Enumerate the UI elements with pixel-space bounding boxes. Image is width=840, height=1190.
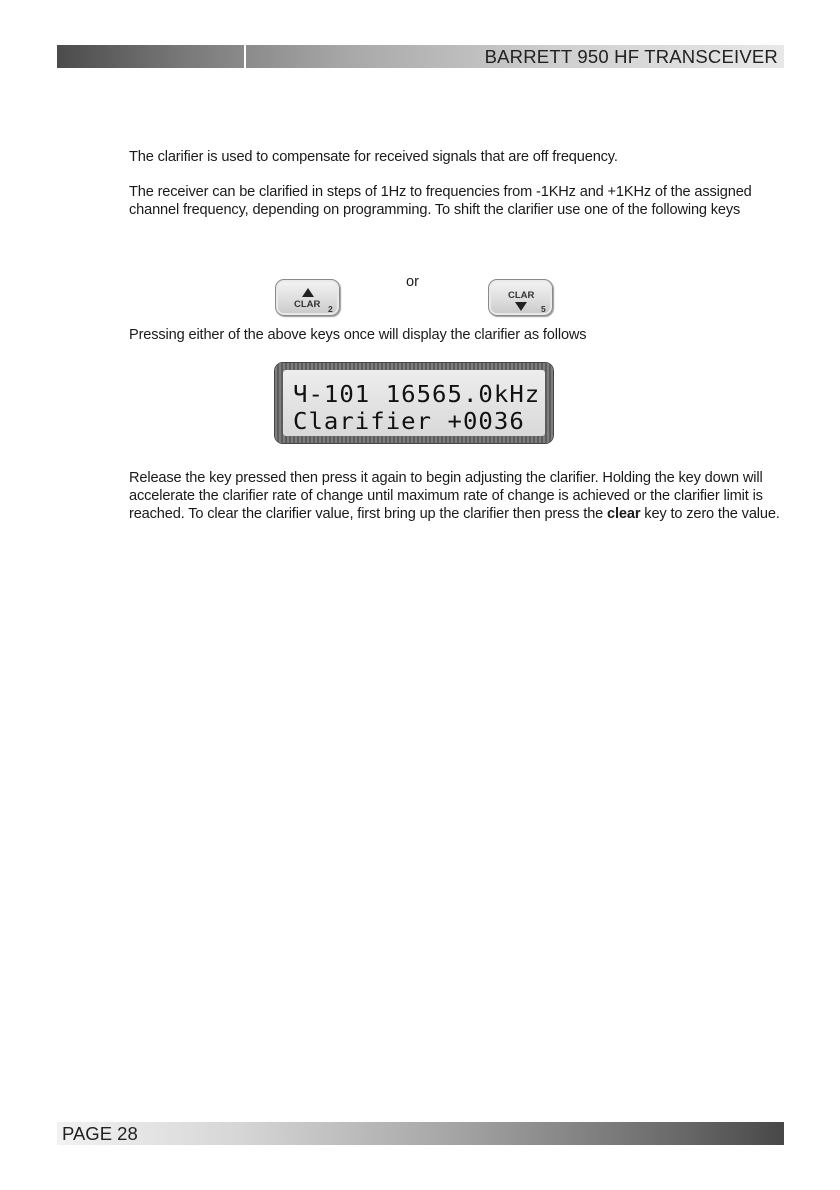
clar-down-key-label: CLAR xyxy=(508,290,535,301)
header-title: BARRETT 950 HF TRANSCEIVER xyxy=(484,46,778,67)
paragraph-clarifier-intro: The clarifier is used to compensate for received signals that are off frequency. xyxy=(129,149,618,165)
clar-down-key xyxy=(488,279,553,316)
paragraph-release-key-text: Release the key pressed then press it again to begin adjusting the clarifier. Holding the key down will accelerate the clarifier rate of change until maximum rate of change is achieved or the clarifier limit is reached. To clear the clarifier value, first bring up the clarifier then press the xyxy=(129,470,763,522)
clar-down-key-number: 5 xyxy=(541,304,546,314)
paragraph-release-key-end: key to zero the value. xyxy=(640,506,780,522)
lcd-screen xyxy=(283,370,545,436)
clar-up-key-label: CLAR xyxy=(294,299,321,310)
lcd-display xyxy=(275,363,553,443)
paragraph-clarifier-steps: The receiver can be clarified in steps of 1Hz to frequencies from -1KHz and +1KHz of the assigned channel frequency, depending on programming. To shift the clarifier use one of the following keys xyxy=(129,184,752,218)
footer-bar xyxy=(57,1122,784,1145)
lcd-line-clarifier-value: Clarifier +0036 xyxy=(293,407,525,435)
arrow-down-icon xyxy=(515,302,527,311)
arrow-up-icon xyxy=(302,288,314,297)
header-divider xyxy=(244,45,246,68)
clear-key-term: clear xyxy=(607,506,641,522)
clar-up-key xyxy=(275,279,340,316)
page-number: PAGE 28 xyxy=(62,1123,138,1144)
paragraph-release-key xyxy=(129,469,784,523)
clar-up-key-number: 2 xyxy=(328,304,333,314)
paragraph-pressing-keys: Pressing either of the above keys once will display the clarifier as follows xyxy=(129,327,587,343)
lcd-line-channel-frequency: Ч-101 16565.0kHz xyxy=(293,380,541,408)
or-text: or xyxy=(406,274,419,290)
